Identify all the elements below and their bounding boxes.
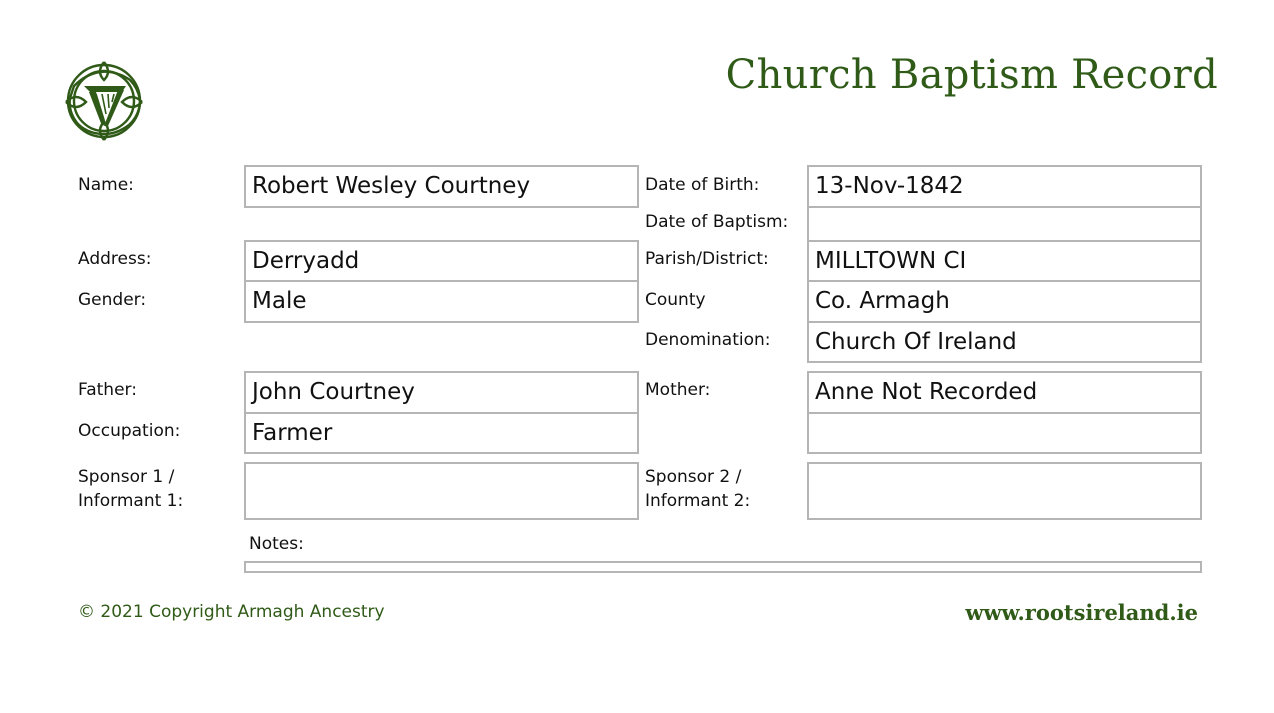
sponsor1-label-line1: Sponsor 1 / [78, 467, 175, 487]
mother-label: Mother: [645, 380, 711, 400]
page-title: Church Baptism Record [725, 52, 1218, 98]
parish-district-label: Parish/District: [645, 249, 769, 269]
copyright-text: © 2021 Copyright Armagh Ancestry [78, 602, 385, 622]
sponsor1-field [244, 462, 639, 520]
occupation-label: Occupation: [78, 421, 181, 441]
name-field: Robert Wesley Courtney [244, 165, 639, 208]
website-link[interactable]: www.rootsireland.ie [965, 600, 1198, 625]
harp-logo-icon [56, 56, 152, 146]
date-of-birth-field: 13-Nov-1842 [807, 165, 1202, 208]
notes-field [244, 561, 1202, 573]
date-of-baptism-label: Date of Baptism: [645, 212, 789, 232]
address-label: Address: [78, 249, 152, 269]
name-label: Name: [78, 175, 134, 195]
sponsor2-label-line2: Informant 2: [645, 491, 751, 511]
denomination-label: Denomination: [645, 330, 771, 350]
sponsor2-field [807, 462, 1202, 520]
mother-field: Anne Not Recorded [807, 371, 1202, 414]
mother-occupation-field [807, 412, 1202, 454]
gender-label: Gender: [78, 290, 147, 310]
father-label: Father: [78, 380, 137, 400]
denomination-field: Church Of Ireland [807, 321, 1202, 363]
parish-district-field: MILLTOWN CI [807, 240, 1202, 282]
sponsor1-label-line2: Informant 1: [78, 491, 184, 511]
gender-field: Male [244, 280, 639, 323]
occupation-field: Farmer [244, 412, 639, 454]
father-field: John Courtney [244, 371, 639, 414]
address-field: Derryadd [244, 240, 639, 282]
date-of-birth-label: Date of Birth: [645, 175, 760, 195]
county-label: County [645, 290, 706, 310]
date-of-baptism-field [807, 206, 1202, 242]
sponsor2-label-line1: Sponsor 2 / [645, 467, 742, 487]
notes-label: Notes: [249, 534, 304, 554]
county-field: Co. Armagh [807, 280, 1202, 323]
